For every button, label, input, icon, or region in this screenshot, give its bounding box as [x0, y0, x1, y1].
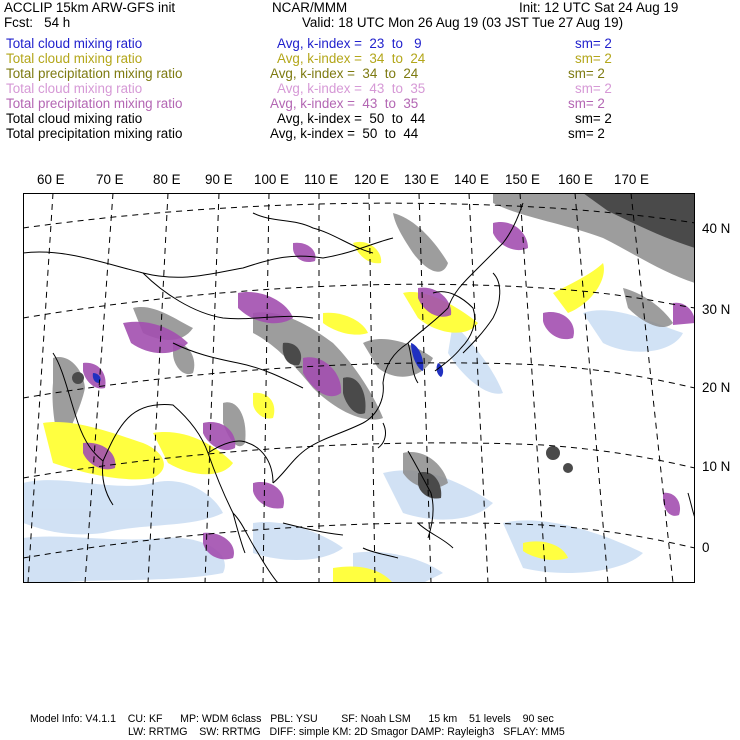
org-label: NCAR/MMM — [272, 0, 348, 15]
longitude-label: 100 E — [254, 172, 289, 187]
legend-kindex: Avg, k-index = 43 to 35 — [277, 81, 426, 96]
model-info: Model Info: V4.1.1 CU: KF MP: WDM 6class PBL: YSU SF: Noah LSM 15 km 51 levels 90 sec — [30, 713, 554, 725]
legend-field: Total cloud mixing ratio — [6, 81, 143, 96]
latitude-label: 40 N — [702, 221, 731, 236]
legend-kindex: Avg, k-index = 50 to 44 — [270, 126, 419, 141]
legend-sm: sm= 2 — [568, 66, 605, 81]
longitude-label: 80 E — [153, 172, 181, 187]
legend-sm: sm= 2 — [575, 111, 612, 126]
longitude-label: 130 E — [404, 172, 439, 187]
init-time: Init: 12 UTC Sat 24 Aug 19 — [519, 0, 679, 15]
legend-field: Total precipitation mixing ratio — [6, 96, 183, 111]
legend-kindex: Avg, k-index = 34 to 24 — [277, 51, 426, 66]
legend-field: Total cloud mixing ratio — [6, 51, 143, 66]
latitude-label: 30 N — [702, 302, 731, 317]
legend-sm: sm= 2 — [575, 36, 612, 51]
longitude-label: 160 E — [558, 172, 593, 187]
longitude-label: 150 E — [505, 172, 540, 187]
latitude-label: 10 N — [702, 459, 731, 474]
valid-time: Valid: 18 UTC Mon 26 Aug 19 (03 JST Tue 27 Aug 19) — [302, 15, 624, 30]
longitude-label: 170 E — [614, 172, 649, 187]
forecast-hour: Fcst: 54 h — [4, 15, 71, 30]
legend-field: Total cloud mixing ratio — [6, 36, 143, 51]
legend-field: Total cloud mixing ratio — [6, 111, 143, 126]
legend-field: Total precipitation mixing ratio — [6, 126, 183, 141]
legend-sm: sm= 2 — [575, 51, 612, 66]
legend-kindex: Avg, k-index = 23 to 9 — [277, 36, 422, 51]
legend-kindex: Avg, k-index = 50 to 44 — [277, 111, 426, 126]
latitude-label: 0 — [702, 540, 710, 555]
legend-field: Total precipitation mixing ratio — [6, 66, 183, 81]
map-title: ACCLIP 15km ARW-GFS init — [4, 0, 176, 15]
longitude-label: 140 E — [454, 172, 489, 187]
longitude-label: 110 E — [304, 172, 338, 187]
latitude-label: 20 N — [702, 380, 731, 395]
legend-sm: sm= 2 — [575, 81, 612, 96]
legend-sm: sm= 2 — [568, 96, 605, 111]
legend-kindex: Avg, k-index = 34 to 24 — [270, 66, 419, 81]
physics-info: LW: RRTMG SW: RRTMG DIFF: simple KM: 2D Smagor DAMP: Rayleigh3 SFLAY: MM5 — [128, 726, 565, 738]
longitude-label: 120 E — [354, 172, 389, 187]
legend-kindex: Avg, k-index = 43 to 35 — [270, 96, 419, 111]
legend-sm: sm= 2 — [568, 126, 605, 141]
longitude-label: 60 E — [37, 172, 65, 187]
longitude-label: 70 E — [96, 172, 124, 187]
forecast-map — [23, 193, 695, 583]
longitude-label: 90 E — [205, 172, 233, 187]
